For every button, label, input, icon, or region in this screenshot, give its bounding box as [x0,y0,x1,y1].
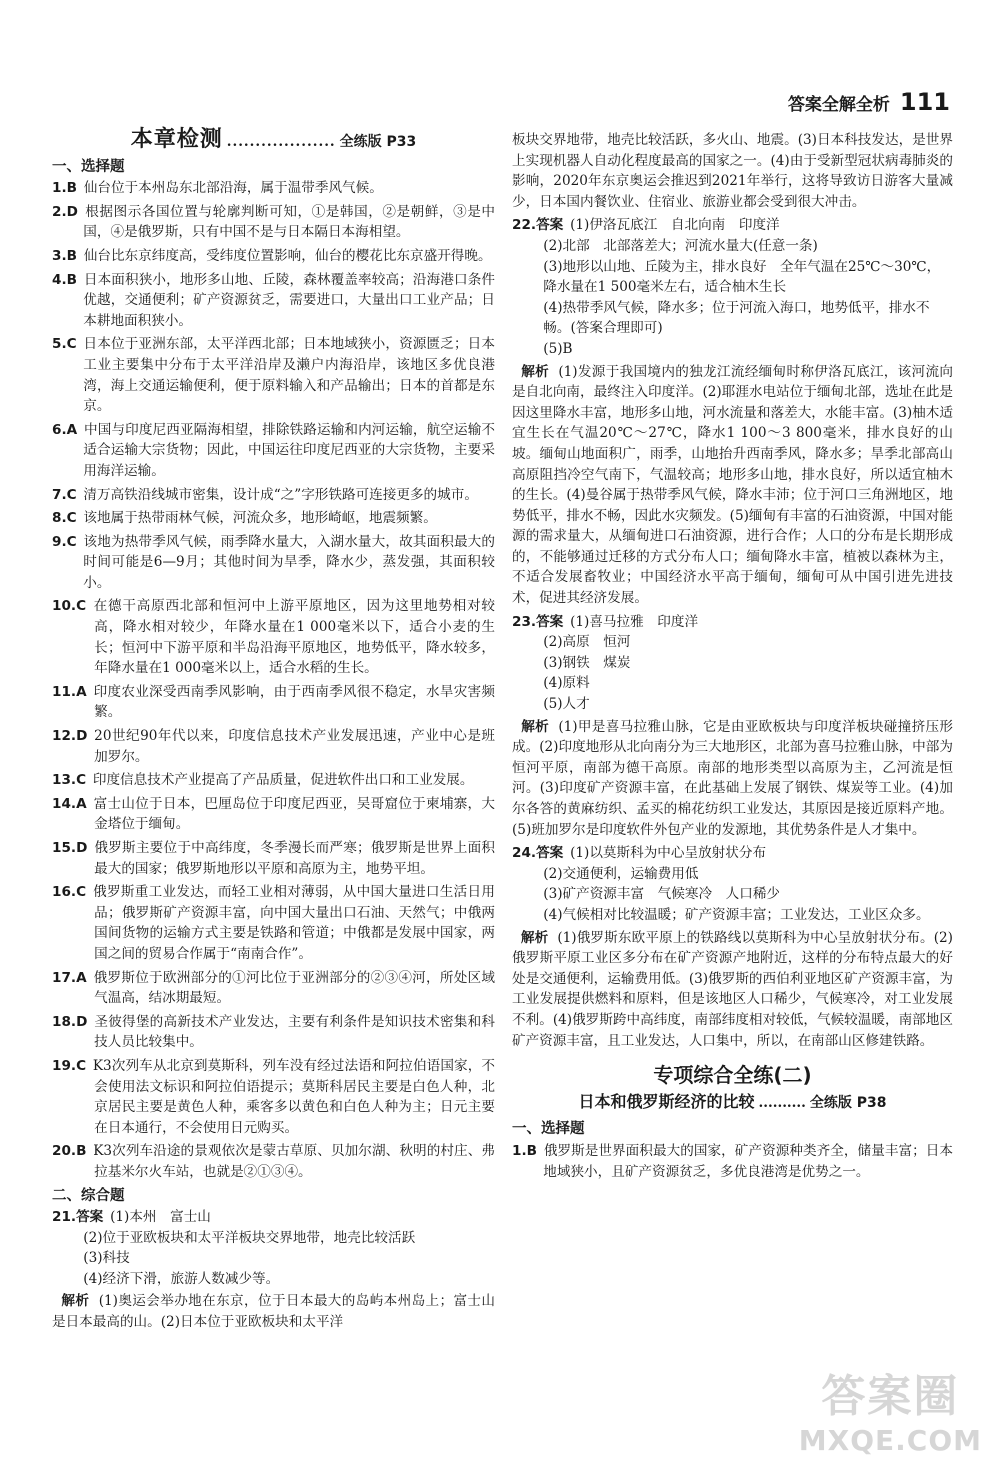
answer-item [52,485,495,506]
answer-text: 俄罗斯主要位于中高纬度，冬季漫长而严寒；俄罗斯是世界上面积最大的国家；俄罗斯地形以平原和高原为主，地势平坦。 [94,840,495,877]
answer-line: (2)交通便利，运输费用低 [543,865,699,882]
answer-number: 16.C [52,884,87,901]
answer-item [52,794,495,835]
answer-text: 在德干高原西北部和恒河中上游平原地区，因为这里地势相对较高，降水相对较少，年降水量在1 000毫米以下，适合小麦的生长；恒河中下游平原和半岛沿海平原地区，地势低平，降水较多，年降水量在1 000毫米以上，适合水稻的生长。 [92,598,495,677]
page-number: 111 [899,88,950,116]
answer-line: (4)原料 [543,675,590,692]
answer-text: 圣彼得堡的高新技术产业发达，主要有利条件是知识技术密集和科技人员比较集中。 [94,1013,495,1051]
right-column [512,130,953,1185]
answer-item [512,1141,953,1182]
q24-explanation: 解析 (1)俄罗斯东欧平原上的铁路线以莫斯科为中心呈放射状分布。(2)俄罗斯平原工业区多分布在矿产资源产地附近，这样的分布特点最大的好处是交通便利，运输费用低。(3)俄罗斯的西伯利亚地区矿产资源丰富，为工业发展提供燃料和原料，但是该地区人口稀少，气候寒冷，对工业发展不利。(4)俄罗斯跨中高纬度，南部纬度相对较低，气候较温暖，南部地区矿产资源丰富，且工业发达，人口集中，所以，在南部山区修建铁路。 [512,929,953,1049]
answer-line: (3)科技 [83,1250,130,1267]
answer-text: 印度信息技术产业提高了产品质量，促进软件出口和工业发展。 [92,772,474,789]
answer-item [52,596,495,678]
answer-item [52,682,495,723]
answer-item [52,882,495,964]
watermark-logo: 答案圈 MXQE.COM [798,1371,982,1457]
answer-line: 23.答案 (1)喜马拉雅 印度洋 [512,613,699,630]
special-practice-title: 专项综合全练(二) [653,1063,812,1088]
answer-item [52,1141,495,1182]
answer-item [52,202,495,243]
answer-text: 日本位于亚洲东部，太平洋西北部；日本地域狭小，资源匮乏；日本工业主要集中分布于太平洋沿岸及濑户内海沿岸，该地区多优良港湾，海上交通运输便利，便于原料输入和产品输出；日本的首都是东京。 [83,336,495,415]
answer-number: 6.A [52,421,78,438]
answer-item [52,770,495,791]
answer-item [52,968,495,1009]
answer-item [52,1056,495,1138]
q22-answer [512,215,953,608]
answer-line: (3)钢铁 煤炭 [543,654,631,671]
answer-line: 24.答案 (1)以莫斯科为中心呈放射状分布 [512,845,767,862]
answer-number: 9.C [52,533,77,550]
answer-line: (4)热带季风气候，降水多；位于河流入海口，地势低平，排水不畅。(答案合理即可) [543,299,930,337]
answer-text: 俄罗斯是世界面积最大的国家，矿产资源种类齐全，储量丰富；日本地域狭小，且矿产资源贫乏，多优良港湾是优势之一。 [543,1142,953,1180]
answer-item [52,838,495,879]
answer-text: K3次列车沿途的景观依次是蒙古草原、贝加尔湖、秋明的村庄、弗拉基米尔火车站，也就是②①③④。 [93,1143,495,1180]
answer-item [52,508,495,529]
answer-number: 1.B [52,180,77,197]
answer-number: 12.D [52,728,88,745]
subheading-comprehensive: 二、综合题 [52,1187,125,1204]
q21-answer [52,1207,495,1333]
q21-explanation-continued: 板块交界地带，地壳比较活跃，多火山、地震。(3)日本科技发达，是世界上实现机器人自动化程度最高的国家之一。(4)由于受新型冠状病毒肺炎的影响，2020年东京奥运会推迟到2021年举行，这将导致访日游客大量减少，日本国内餐饮业、住宿业、旅游业都会受到很大冲击。 [512,132,953,210]
answer-number: 7.C [52,486,77,503]
special-practice-subtitle: 日本和俄罗斯经济的比较 .......... 全练版 P38 [578,1091,887,1111]
answer-item [52,420,495,482]
answer-text: 仙台位于本州岛东北部沿海，属于温带季风气候。 [83,180,383,197]
answer-item [52,726,495,767]
answer-item [52,334,495,416]
answer-item [52,1012,495,1053]
answer-text: 仙台比东京纬度高，受纬度位置影响，仙台的樱花比东京盛开得晚。 [83,247,492,264]
answer-text: 俄罗斯位于欧洲部分的①河比位于亚洲部分的②③④河，所处区域气温高，结冰期最短。 [93,969,495,1007]
answer-line: (2)位于亚欧板块和太平洋板块交界地带，地壳比较活跃 [83,1229,416,1246]
answer-number: 8.C [52,510,77,527]
answer-line: (4)经济下滑，旅游人数减少等。 [83,1270,280,1287]
q24-answer [512,843,953,1051]
answer-number: 2.D [52,203,78,220]
answer-item [52,532,495,594]
answer-text: 根据图示各国位置与轮廓判断可知，①是韩国，②是朝鲜，③是中国，④是俄罗斯，只有中国不是与日本隔日本海相望。 [83,203,495,241]
q23-explanation: 解析 (1)甲是喜马拉雅山脉，它是由亚欧板块与印度洋板块碰撞挤压形成。(2)印度地形从北向南分为三大地形区，北部为喜马拉雅山脉，中部为恒河平原，南部为德干高原。南部的地形类型以高原为主，乙河流是恒河。(3)印度矿产资源丰富，在此基础上发展了钢铁、煤炭等工业。(4)加尔各答的黄麻纺织、孟买的棉花纺织工业发达，其原因是接近原料产地。(5)班加罗尔是印度软件外包产业的发源地，其优势条件是人才集中。 [512,718,953,838]
answer-number: 15.D [52,840,88,856]
answer-line: (5)人才 [543,696,590,713]
answer-text: 日本面积狭小，地形多山地、丘陵，森林覆盖率较高；沿海港口条件优越，交通便利；矿产资源贫乏，需要进口，大量出口工业产品；日本耕地面积狭小。 [83,271,495,329]
left-column [52,127,495,1336]
answer-number: 11.A [52,683,87,700]
q21-explanation: 解析 (1)奥运会举办地在东京，位于日本最大的岛屿本州岛上；富士山是日本最高的山。(2)日本位于亚欧板块和太平洋 [52,1293,495,1331]
answer-line: (3)矿产资源丰富 气候寒冷 人口稀少 [543,886,781,903]
answer-line: (4)气候相对比较温暖；矿产资源丰富；工业发达，工业区众多。 [543,906,930,923]
answer-item [52,270,495,332]
answer-number: 1.B [512,1142,537,1159]
answer-number: 17.A [52,969,87,986]
answer-text: K3次列车从北京到莫斯科，列车没有经过法语和阿拉伯语国家，不会使用法文标识和阿拉伯语提示；莫斯科居民主要是白色人种，北京居民主要是黄色人种，乘客多以黄色和白色人种为主；日元主要在日本通行，不会使用日元购买。 [92,1057,495,1136]
answer-line: (3)地形以山地、丘陵为主，排水良好 全年气温在25℃～30℃，降水量在1 500毫米左右，适合柚木生长 [543,258,941,296]
header-title: 答案全解全析 [787,94,890,115]
answer-number: 22.答案 [512,217,564,234]
section-title: 本章检测 ................... 全练版 P33 [130,127,417,152]
q22-explanation: 解析 (1)发源于我国境内的独龙江流经缅甸时称伊洛瓦底江，该河流向是自北向南，最终注入印度洋。(2)耶涯水电站位于缅甸北部，选址在此是因这里降水丰富，地形多山地，河水流量和落差大，水能丰富。(3)柚木适宜生长在气温20℃～27℃，降水1 100～3 800毫米，排水良好的山坡。缅甸山地面积广，雨季，山地抬升西南季风，降水多；旱季北部高山高原阻挡冷空气南下，气温较高；地形多山地，排水良好，所以适宜柚木的生长。(4)曼谷属于热带季风气候，降水丰沛；位于河口三角洲地区，地势低平，排水不畅，因此水灾频发。(5)缅甸有丰富的石油资源，中国对能源的需求量大，从缅甸进口石油资源，进行合作；人口的分布是长期形成的，不能够通过迁移的方式分布人口；缅甸降水丰富，植被以森林为主，不适合发展畜牧业；中国经济水平高于缅甸，缅甸可从中国引进先进技术，促进其经济发展。 [512,363,953,607]
answer-number: 14.A [52,795,87,812]
page-header [788,88,950,116]
answer-number: 23.答案 [512,613,564,630]
answer-text: 富士山位于日本，巴厘岛位于印度尼西亚，吴哥窟位于柬埔寨，大金塔位于缅甸。 [93,795,495,833]
answer-number: 10.C [52,598,87,615]
special-choice-list [512,1141,953,1182]
answer-number: 21.答案 [52,1209,104,1226]
answer-line: 22.答案 (1)伊洛瓦底江 自北向南 印度洋 [512,217,780,234]
answer-number: 4.B [52,271,77,288]
subheading-choice-2: 一、选择题 [512,1121,585,1138]
answer-text: 该地为热带季风气候，雨季降水量大，入湖水量大，故其面积最大的时间可能是6—9月；其他时间为旱季，降水少，蒸发强，其面积较小。 [83,533,495,591]
answer-number: 24.答案 [512,845,564,862]
answer-line: (2)高原 恒河 [543,634,631,651]
answer-text: 清万高铁沿线城市密集，设计成“之”字形铁路可连接更多的城市。 [83,486,478,503]
answer-item [52,178,495,199]
answer-item [52,246,495,267]
answer-number: 19.C [52,1057,87,1074]
choice-answers-list [52,178,495,1182]
answer-text: 中国与印度尼西亚隔海相望，排除铁路运输和内河运输，航空运输不适合运输大宗货物；因此，中国运往印度尼西亚的大宗货物，主要采用海洋运输。 [83,421,495,479]
answer-number: 5.C [52,336,77,353]
answer-text: 该地属于热带雨林气候，河流众多，地形崎岖，地震频繁。 [83,510,437,527]
answer-number: 3.B [52,247,77,264]
subheading-choice: 一、选择题 [52,158,125,175]
q23-answer [512,612,953,841]
answer-number: 18.D [52,1013,88,1030]
answer-line: 21.答案 (1)本州 富士山 [52,1209,211,1226]
answer-text: 俄罗斯重工业发达，而轻工业相对薄弱，从中国大量进口生活日用品；俄罗斯矿产资源丰富，向中国大量出口石油、天然气；中俄两国间货物的运输方式主要是铁路和管道；中俄都是发展中国家，两国之间的贸易合作属于“南南合作”。 [92,884,495,962]
answer-text: 20世纪90年代以来，印度信息技术产业发展迅速，产业中心是班加罗尔。 [94,728,495,765]
answer-number: 20.B [52,1143,87,1160]
answer-number: 13.C [52,772,87,789]
answer-line: (2)北部 北部落差大；河流水量大(任意一条) [543,237,818,254]
answer-text: 印度农业深受西南季风影响，由于西南季风很不稳定，水旱灾害频繁。 [93,683,495,721]
answer-line: (5)B [543,340,573,357]
